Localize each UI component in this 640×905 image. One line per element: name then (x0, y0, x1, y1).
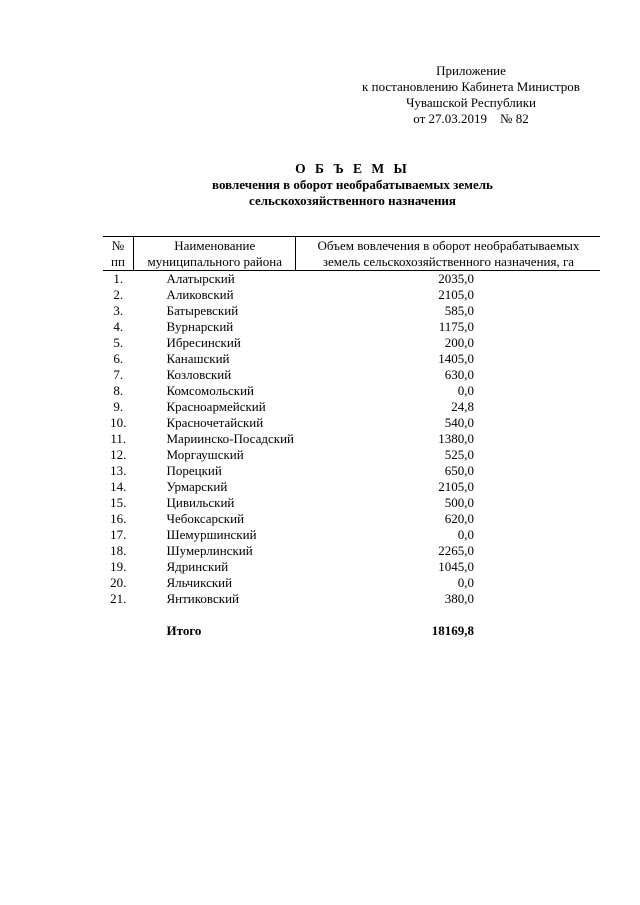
table-row (103, 543, 600, 559)
row-district: Моргаушский (166, 447, 244, 462)
row-number: 10. (110, 415, 127, 430)
row-district: Яльчикский (166, 575, 233, 590)
row-district: Ядринский (166, 559, 229, 574)
table-row (103, 351, 600, 367)
row-volume: 200,0 (444, 335, 474, 350)
volumes-table (103, 236, 600, 639)
row-number: 4. (113, 319, 124, 334)
row-number: 2. (113, 287, 124, 302)
total-label: Итого (166, 623, 202, 638)
appendix-resolution: к постановлению Кабинета Министров (362, 79, 580, 94)
row-volume: 380,0 (444, 591, 474, 606)
row-number: 14. (110, 479, 127, 494)
row-number: 11. (110, 431, 127, 446)
total-volume: 18169,8 (431, 623, 474, 638)
row-volume: 0,0 (457, 527, 474, 542)
row-volume: 2035,0 (438, 271, 474, 286)
table-row (103, 415, 600, 431)
table-row (103, 319, 600, 335)
row-district: Батыревский (166, 303, 239, 318)
table-row (103, 527, 600, 543)
row-district: Шемуршинский (166, 527, 257, 542)
row-volume: 630,0 (444, 367, 474, 382)
appendix-block (330, 63, 612, 127)
row-number: 16. (110, 511, 127, 526)
document-subtitle-1: вовлечения в оборот необрабатываемых земель (212, 177, 493, 192)
row-district: Чебоксарский (166, 511, 245, 526)
row-number: 19. (110, 559, 127, 574)
appendix-date-number: от 27.03.2019 № 82 (413, 111, 529, 126)
row-volume: 2105,0 (438, 479, 474, 494)
table-body (103, 271, 600, 640)
row-district: Канашский (166, 351, 230, 366)
table-row (103, 479, 600, 495)
row-number: 15. (110, 495, 127, 510)
total-row (103, 623, 600, 639)
row-district: Аликовский (166, 287, 234, 302)
row-district: Красночетайский (166, 415, 264, 430)
row-volume: 500,0 (444, 495, 474, 510)
row-volume: 620,0 (444, 511, 474, 526)
table-row (103, 335, 600, 351)
table-row (103, 447, 600, 463)
row-district: Вурнарский (166, 319, 234, 334)
row-number: 6. (113, 351, 124, 366)
row-district: Урмарский (166, 479, 228, 494)
row-number: 20. (110, 575, 127, 590)
row-district: Ибресинский (166, 335, 241, 350)
row-number: 17. (110, 527, 127, 542)
row-volume: 1380,0 (438, 431, 474, 446)
row-volume: 1045,0 (438, 559, 474, 574)
appendix-title: Приложение (436, 63, 506, 78)
table-row (103, 495, 600, 511)
row-volume: 24,8 (451, 399, 474, 414)
row-district: Козловский (166, 367, 232, 382)
row-number: 9. (113, 399, 124, 414)
table-header-row (103, 237, 600, 271)
document-title: О Б Ъ Е М Ы (295, 161, 410, 176)
header-number: № пп (103, 237, 134, 271)
row-number: 1. (113, 271, 124, 286)
table-row (103, 559, 600, 575)
table-row (103, 591, 600, 607)
table-row (103, 511, 600, 527)
row-district: Шумерлинский (166, 543, 253, 558)
row-volume: 1405,0 (438, 351, 474, 366)
document-heading (0, 161, 640, 209)
row-district: Мариинско-Посадский (166, 431, 294, 446)
row-district: Янтиковский (166, 591, 239, 606)
table-row (103, 575, 600, 591)
row-volume: 0,0 (457, 383, 474, 398)
row-volume: 2265,0 (438, 543, 474, 558)
row-district: Порецкий (166, 463, 222, 478)
row-number: 8. (113, 383, 124, 398)
table-row (103, 383, 600, 399)
row-number: 7. (113, 367, 124, 382)
table-row (103, 463, 600, 479)
row-number: 12. (110, 447, 127, 462)
row-number: 13. (110, 463, 127, 478)
row-district: Цивильский (166, 495, 235, 510)
appendix-republic: Чувашской Республики (405, 95, 537, 110)
row-volume: 540,0 (444, 415, 474, 430)
table-row (103, 431, 600, 447)
table-row (103, 367, 600, 383)
row-volume: 650,0 (444, 463, 474, 478)
row-volume: 0,0 (457, 575, 474, 590)
header-district: Наименование муниципального района (134, 237, 296, 271)
row-district: Красноармейский (166, 399, 266, 414)
document-subtitle-2: сельскохозяйственного назначения (249, 193, 456, 208)
row-number: 5. (113, 335, 124, 350)
row-volume: 2105,0 (438, 287, 474, 302)
row-district: Комсомольский (166, 383, 254, 398)
row-volume: 525,0 (444, 447, 474, 462)
spacer-row (103, 607, 600, 623)
row-number: 21. (110, 591, 127, 606)
header-volume: Объем вовлечения в оборот необрабатываемых земель сельскохозяйственного назначения, га (296, 237, 601, 271)
table-row (103, 287, 600, 303)
row-volume: 1175,0 (438, 319, 474, 334)
table-row (103, 303, 600, 319)
table-row (103, 399, 600, 415)
row-number: 3. (113, 303, 124, 318)
table-row (103, 271, 600, 288)
row-number: 18. (110, 543, 127, 558)
row-volume: 585,0 (444, 303, 474, 318)
row-district: Алатырский (166, 271, 235, 286)
